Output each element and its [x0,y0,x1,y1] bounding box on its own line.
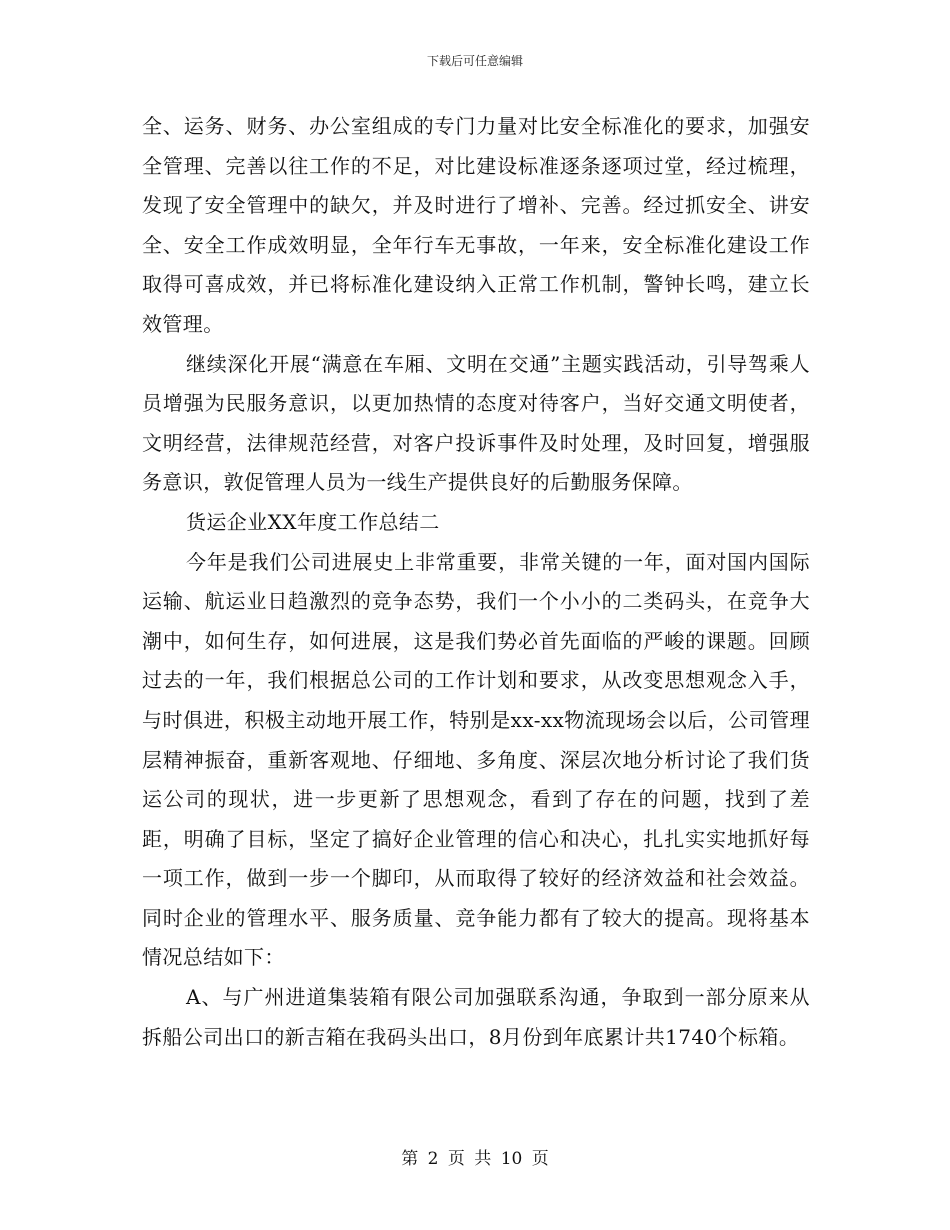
page-header: 下载后可任意编辑 [426,54,523,68]
paragraph-2: 继续深化开展“满意在车厢、文明在交通”主题实践活动，引导驾乘人员增强为民服务意识，以更加热情的态度对待客户，当好交通文明使者，文明经营，法律规范经营，对客户投诉事件及时处理，及时回复，增强服务意识，敦促管理人员为一线生产提供良好的后勤服务保障。 [142,351,810,495]
paragraph-1: 全、运务、财务、办公室组成的专门力量对比安全标准化的要求，加强安全管理、完善以往工作的不足，对比建设标准逐条逐项过堂，经过梳理，发现了安全管理中的缺欠，并及时进行了增补、完善。经过抓安全、讲安全、安全工作成效明显，全年行车无事故，一年来，安全标准化建设工作取得可喜成效，并已将标准化建设纳入正常工作机制，警钟长鸣，建立长效管理。 [142,114,810,336]
page-footer: 第 2 页 共 10 页 [401,1149,549,1169]
document-body [142,107,810,1057]
paragraph-3: 今年是我们公司进展史上非常重要，非常关键的一年，面对国内国际运输、航运业日趋激烈的竞争态势，我们一个小小的二类码头，在竞争大潮中，如何生存，如何进展，这是我们势必首先面临的严峻的课题。回顾过去的一年，我们根据总公司的工作计划和要求，从改变思想观念入手，与时俱进，积极主动地开展工作，特别是xx-xx物流现场会以后，公司管理层精神振奋，重新客观地、仔细地、多角度、深层次地分析讨论了我们货运公司的现状，进一步更新了思想观念，看到了存在的问题，找到了差距，明确了目标，坚定了搞好企业管理的信心和决心，扎扎实实地抓好每一项工作，做到一步一个脚印，从而取得了较好的经济效益和社会效益。同时企业的管理水平、服务质量、竞争能力都有了较大的提高。现将基本情况总结如下： [142,549,810,970]
paragraph-4: A、与广州进道集装箱有限公司加强联系沟通，争取到一部分原来从拆船公司出口的新吉箱在我码头出口，8月份到年底累计共1740个标箱。 [142,985,810,1049]
section-heading: 货运企业XX年度工作总结二 [186,509,440,534]
